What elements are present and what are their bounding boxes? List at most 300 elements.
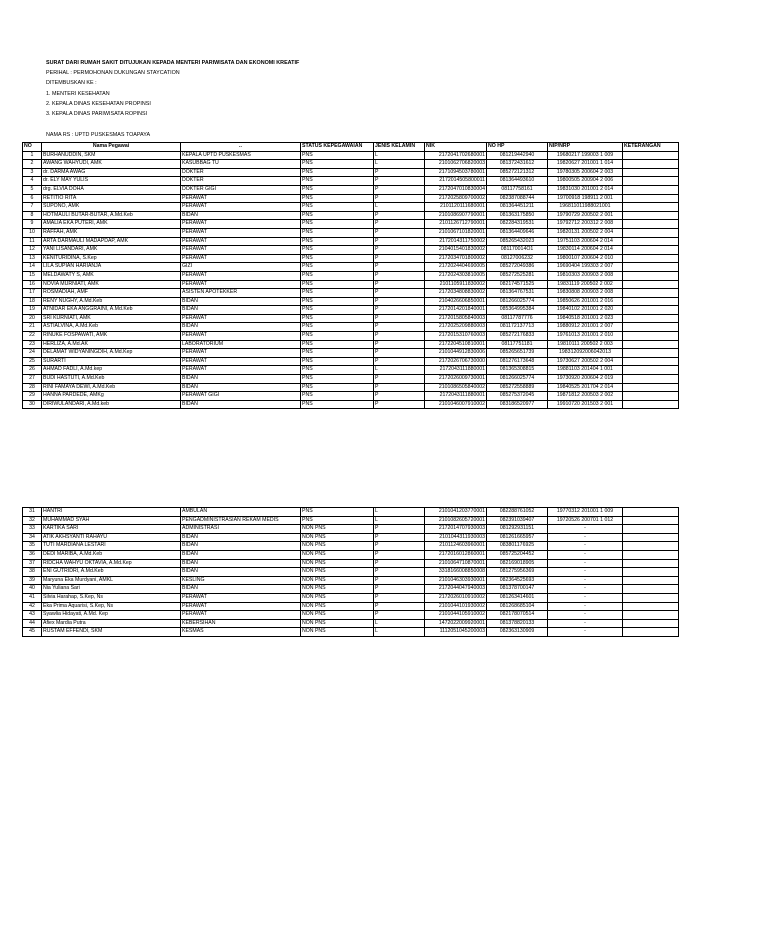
col-ket bbox=[623, 211, 679, 220]
col-no: 2 bbox=[23, 160, 42, 169]
col-ket bbox=[623, 220, 679, 229]
col-nik: 2172034701800002 bbox=[425, 254, 487, 263]
col-jabatan: KESMAS bbox=[181, 628, 301, 637]
col-no: 43 bbox=[23, 611, 42, 620]
col-no: 10 bbox=[23, 228, 42, 237]
table-row bbox=[23, 576, 679, 585]
column-header: NO HP bbox=[487, 143, 548, 152]
col-no: 38 bbox=[23, 568, 42, 577]
col-nama: RETITIO RITA bbox=[42, 194, 181, 203]
col-ket bbox=[623, 237, 679, 246]
col-jk: P bbox=[374, 220, 425, 229]
col-nik: 2172024303810005 bbox=[425, 271, 487, 280]
col-jabatan: BIDAN bbox=[181, 550, 301, 559]
col-nik: 2172015805840003 bbox=[425, 314, 487, 323]
col-jk: L bbox=[374, 203, 425, 212]
col-nip: 19840102 201001 2 020 bbox=[548, 306, 623, 315]
col-no: 29 bbox=[23, 392, 42, 401]
col-nik: 2101041203770001 bbox=[425, 508, 487, 517]
col-nama: DIRIWULANDARI, A.Md.keb bbox=[42, 400, 181, 409]
col-nama: ATIK AKHSYANTI RAHAYU bbox=[42, 533, 181, 542]
col-jabatan: PERAWAT bbox=[181, 254, 301, 263]
col-nip: 19761013 201001 2 010 bbox=[548, 332, 623, 341]
col-jk: P bbox=[374, 602, 425, 611]
column-header: .. bbox=[181, 143, 301, 152]
col-hp: 081372431612 bbox=[487, 160, 548, 169]
col-nip: 19770312 201001 1 009 bbox=[548, 508, 623, 517]
col-status: PNS bbox=[301, 392, 374, 401]
table-row bbox=[23, 542, 679, 551]
col-nik: 2101044101930002 bbox=[425, 602, 487, 611]
col-jabatan: BIDAN bbox=[181, 306, 301, 315]
col-nik: 2172014505800011 bbox=[425, 177, 487, 186]
table-row bbox=[23, 349, 679, 358]
col-status: PNS bbox=[301, 306, 374, 315]
col-ket bbox=[623, 400, 679, 409]
col-ket bbox=[623, 323, 679, 332]
col-nama: YANI LISANDARI, AMK bbox=[42, 246, 181, 255]
col-no: 23 bbox=[23, 340, 42, 349]
col-nip: 19820131 200502 2 004 bbox=[548, 228, 623, 237]
col-ket bbox=[623, 349, 679, 358]
col-jk: P bbox=[374, 280, 425, 289]
col-nama: RENY NUGHY, A.Md.Keb bbox=[42, 297, 181, 306]
col-jabatan: BIDAN bbox=[181, 542, 301, 551]
col-nik: 2101126712790001 bbox=[425, 220, 487, 229]
col-jk: P bbox=[374, 400, 425, 409]
col-ket bbox=[623, 297, 679, 306]
col-nip: - bbox=[548, 525, 623, 534]
table-row bbox=[23, 508, 679, 517]
col-jabatan: PERAWAT bbox=[181, 593, 301, 602]
col-nip: 19730920 200604 2 019 bbox=[548, 375, 623, 384]
col-jk: P bbox=[374, 263, 425, 272]
col-status: PNS bbox=[301, 160, 374, 169]
col-nip: 19910720 201503 2 001 bbox=[548, 400, 623, 409]
col-status: PNS bbox=[301, 289, 374, 298]
col-jk: P bbox=[374, 349, 425, 358]
col-ket bbox=[623, 576, 679, 585]
col-ket bbox=[623, 340, 679, 349]
col-nip: 19880912 201001 2 007 bbox=[548, 323, 623, 332]
column-header: KETERANGAN bbox=[623, 143, 679, 152]
col-nip: 19830808 200903 2 008 bbox=[548, 289, 623, 298]
col-nik: 2101082605720001 bbox=[425, 516, 487, 525]
col-nama: Nia Yuliana Sari bbox=[42, 585, 181, 594]
col-nama: HANNA PARDEDE, AMKg bbox=[42, 392, 181, 401]
table-row bbox=[23, 203, 679, 212]
col-status: NON PNS bbox=[301, 533, 374, 542]
col-no: 36 bbox=[23, 550, 42, 559]
col-hp: 085265432023 bbox=[487, 237, 548, 246]
col-nik: 2101124603960001 bbox=[425, 542, 487, 551]
col-jabatan: PERAWAT bbox=[181, 203, 301, 212]
col-jabatan: PERAWAT bbox=[181, 280, 301, 289]
col-hp: 081363175850 bbox=[487, 211, 548, 220]
col-ket bbox=[623, 263, 679, 272]
col-nip: 19792712 200312 2 008 bbox=[548, 220, 623, 229]
col-nama: NOVIA MURNIATI, AMK bbox=[42, 280, 181, 289]
col-nama: SURARTI bbox=[42, 357, 181, 366]
col-no: 27 bbox=[23, 375, 42, 384]
col-status: NON PNS bbox=[301, 593, 374, 602]
col-ket bbox=[623, 628, 679, 637]
col-hp: 08127006232 bbox=[487, 254, 548, 263]
col-ket bbox=[623, 383, 679, 392]
col-nik: 1472022009920001 bbox=[425, 619, 487, 628]
col-ket bbox=[623, 375, 679, 384]
col-no: 42 bbox=[23, 602, 42, 611]
col-hp: 081364493610 bbox=[487, 177, 548, 186]
col-jk: P bbox=[374, 340, 425, 349]
col-jabatan: KEPALA UPTD PUSKESMAS bbox=[181, 151, 301, 160]
col-status: PNS bbox=[301, 349, 374, 358]
column-header: NIP/NRP bbox=[548, 143, 623, 152]
col-ket bbox=[623, 168, 679, 177]
col-jabatan: BIDAN bbox=[181, 375, 301, 384]
col-ket bbox=[623, 559, 679, 568]
col-nip: 19780305 200604 2 003 bbox=[548, 168, 623, 177]
col-nip: 19871812 200503 2 002 bbox=[548, 392, 623, 401]
table-row bbox=[23, 602, 679, 611]
col-no: 6 bbox=[23, 194, 42, 203]
col-status: PNS bbox=[301, 151, 374, 160]
table-row bbox=[23, 525, 679, 534]
col-status: NON PNS bbox=[301, 585, 374, 594]
col-no: 14 bbox=[23, 263, 42, 272]
col-jabatan: PERAWAT bbox=[181, 220, 301, 229]
col-nip: - bbox=[548, 542, 623, 551]
col-nama: dr. ELY MAY YULIS bbox=[42, 177, 181, 186]
col-hp: 085272121312 bbox=[487, 168, 548, 177]
col-ket bbox=[623, 525, 679, 534]
col-hp: 081219442940 bbox=[487, 151, 548, 160]
col-jk: P bbox=[374, 177, 425, 186]
col-jabatan: BIDAN bbox=[181, 400, 301, 409]
col-nip: 196811011988021001 bbox=[548, 203, 623, 212]
col-hp: 081364409646 bbox=[487, 228, 548, 237]
col-nip: 19810303 200903 2 008 bbox=[548, 271, 623, 280]
table-row bbox=[23, 254, 679, 263]
col-jabatan: KESLING bbox=[181, 576, 301, 585]
col-jk: L bbox=[374, 508, 425, 517]
col-nama: Afiex Mardia Putra bbox=[42, 619, 181, 628]
col-jabatan: PERAWAT bbox=[181, 332, 301, 341]
col-nik: 2172014707930003 bbox=[425, 525, 487, 534]
col-nik: 2172016012860001 bbox=[425, 550, 487, 559]
col-hp: 085272525281 bbox=[487, 271, 548, 280]
col-ket bbox=[623, 185, 679, 194]
table-row bbox=[23, 593, 679, 602]
col-status: PNS bbox=[301, 228, 374, 237]
col-nama: Silvia Harahap, S.Kep, Ns bbox=[42, 593, 181, 602]
table-row bbox=[23, 237, 679, 246]
table-row bbox=[23, 220, 679, 229]
col-no: 26 bbox=[23, 366, 42, 375]
table-row bbox=[23, 314, 679, 323]
col-status: NON PNS bbox=[301, 611, 374, 620]
col-status: PNS bbox=[301, 168, 374, 177]
col-nip: 19840525 201704 2 014 bbox=[548, 383, 623, 392]
col-no: 31 bbox=[23, 508, 42, 517]
col-nama: Syawlia Hidayati, A.Md. Kep bbox=[42, 611, 181, 620]
col-ket bbox=[623, 550, 679, 559]
col-jk: P bbox=[374, 228, 425, 237]
col-nip: - bbox=[548, 619, 623, 628]
col-status: NON PNS bbox=[301, 619, 374, 628]
col-nik: 2172034808830002 bbox=[425, 289, 487, 298]
col-jabatan: PERAWAT bbox=[181, 314, 301, 323]
table-row bbox=[23, 611, 679, 620]
col-hp: 085272049386 bbox=[487, 263, 548, 272]
col-nip: 19840518 201001 2 023 bbox=[548, 314, 623, 323]
col-jabatan: BIDAN bbox=[181, 568, 301, 577]
col-no: 32 bbox=[23, 516, 42, 525]
ditembuskan: DITEMBUSKAN KE : bbox=[46, 80, 97, 87]
col-status: PNS bbox=[301, 254, 374, 263]
col-ket bbox=[623, 194, 679, 203]
col-hp: 085275372045 bbox=[487, 392, 548, 401]
col-hp: 081365308815 bbox=[487, 366, 548, 375]
col-no: 20 bbox=[23, 314, 42, 323]
cc-item: 3. KEPALA DINAS PARIWISATA ROPINSI bbox=[46, 111, 148, 118]
col-nik: 2101086505840002 bbox=[425, 383, 487, 392]
col-jk: P bbox=[374, 383, 425, 392]
col-ket bbox=[623, 151, 679, 160]
col-hp: 081266025774 bbox=[487, 375, 548, 384]
col-jabatan: PENGADMINISTRASIAN REKAM MEDIS bbox=[181, 516, 301, 525]
col-ket bbox=[623, 357, 679, 366]
col-jk: L bbox=[374, 619, 425, 628]
col-status: NON PNS bbox=[301, 568, 374, 577]
col-ket bbox=[623, 160, 679, 169]
col-jk: P bbox=[374, 194, 425, 203]
col-nip: - bbox=[548, 593, 623, 602]
table-row bbox=[23, 185, 679, 194]
col-ket bbox=[623, 228, 679, 237]
col-jk: P bbox=[374, 542, 425, 551]
col-nama: ARTA DARMAULI MADAPDAP, AMK bbox=[42, 237, 181, 246]
col-status: PNS bbox=[301, 516, 374, 525]
col-hp: 081276173648 bbox=[487, 357, 548, 366]
col-status: PNS bbox=[301, 271, 374, 280]
col-nama: RINUKE FOSPAWATI, AMK bbox=[42, 332, 181, 341]
col-nip: - bbox=[548, 585, 623, 594]
col-jk: P bbox=[374, 323, 425, 332]
col-status: PNS bbox=[301, 375, 374, 384]
col-no: 40 bbox=[23, 585, 42, 594]
col-status: PNS bbox=[301, 508, 374, 517]
table-header-row bbox=[23, 143, 679, 152]
col-status: PNS bbox=[301, 246, 374, 255]
col-nama: Eka Prima Aquarisi, S.Kep, Ns bbox=[42, 602, 181, 611]
col-jabatan: GIZI bbox=[181, 263, 301, 272]
col-nama: SRI KURNIATI, AMK bbox=[42, 314, 181, 323]
col-status: NON PNS bbox=[301, 628, 374, 637]
column-header: NO bbox=[23, 143, 42, 152]
col-status: PNS bbox=[301, 314, 374, 323]
col-ket bbox=[623, 254, 679, 263]
col-nama: DELAMAT WIDYANINGDIH, A.Md.Kep bbox=[42, 349, 181, 358]
table-row bbox=[23, 332, 679, 341]
col-no: 7 bbox=[23, 203, 42, 212]
column-header: JENIS KELAMIN bbox=[374, 143, 425, 152]
col-ket bbox=[623, 611, 679, 620]
col-nik: 2171094503780001 bbox=[425, 168, 487, 177]
col-jk: L bbox=[374, 160, 425, 169]
col-jk: P bbox=[374, 211, 425, 220]
col-nik: 2104015401830002 bbox=[425, 246, 487, 255]
col-hp: 081261665957 bbox=[487, 533, 548, 542]
col-nama: AWANG WAHYUDI, AMK bbox=[42, 160, 181, 169]
table-row bbox=[23, 628, 679, 637]
col-no: 8 bbox=[23, 211, 42, 220]
col-nama: KENITURIDINA, S.Kep bbox=[42, 254, 181, 263]
col-ket bbox=[623, 289, 679, 298]
col-nama: ATNIDAR EKA ANGGRAINI, A.Md.Keb bbox=[42, 306, 181, 315]
col-hp: 082178070514 bbox=[487, 611, 548, 620]
table-row bbox=[23, 400, 679, 409]
col-no: 13 bbox=[23, 254, 42, 263]
column-header: NIK bbox=[425, 143, 487, 152]
col-nik: 2101046007910002 bbox=[425, 400, 487, 409]
col-ket bbox=[623, 392, 679, 401]
col-jk: L bbox=[374, 628, 425, 637]
col-jk: P bbox=[374, 593, 425, 602]
col-jabatan: PERAWAT bbox=[181, 349, 301, 358]
col-nip: - bbox=[548, 611, 623, 620]
col-nip: 19790729 200502 2 001 bbox=[548, 211, 623, 220]
table-row bbox=[23, 280, 679, 289]
col-ket bbox=[623, 203, 679, 212]
col-nik: 2172026706730000 bbox=[425, 357, 487, 366]
table-row bbox=[23, 306, 679, 315]
col-status: PNS bbox=[301, 383, 374, 392]
col-nik: 2172014311750002 bbox=[425, 237, 487, 246]
col-ket bbox=[623, 314, 679, 323]
col-no: 17 bbox=[23, 289, 42, 298]
col-status: PNS bbox=[301, 263, 374, 272]
col-no: 35 bbox=[23, 542, 42, 551]
col-jk: P bbox=[374, 525, 425, 534]
col-no: 34 bbox=[23, 533, 42, 542]
col-hp: 08117787776 bbox=[487, 314, 548, 323]
col-status: PNS bbox=[301, 211, 374, 220]
col-jk: P bbox=[374, 533, 425, 542]
table-row bbox=[23, 263, 679, 272]
col-ket bbox=[623, 542, 679, 551]
table-row bbox=[23, 392, 679, 401]
col-hp: 081378700147 bbox=[487, 585, 548, 594]
col-jk: P bbox=[374, 357, 425, 366]
table-row bbox=[23, 289, 679, 298]
col-nik: 2101067101820001 bbox=[425, 228, 487, 237]
col-jabatan: DOKTER bbox=[181, 168, 301, 177]
col-nama: AMALIA EKA PUTERI, AMK bbox=[42, 220, 181, 229]
col-nik: 2172015310760003 bbox=[425, 332, 487, 341]
table-row bbox=[23, 194, 679, 203]
col-nip: 19800505 200904 2 006 bbox=[548, 177, 623, 186]
col-nik: 2101046303930001 bbox=[425, 576, 487, 585]
col-hp: 082391039407 bbox=[487, 516, 548, 525]
col-nama: MELDAWATY S, AMK bbox=[42, 271, 181, 280]
col-no: 1 bbox=[23, 151, 42, 160]
col-nik: 2101044105910002 bbox=[425, 611, 487, 620]
col-hp: 081364451211 bbox=[487, 203, 548, 212]
col-nama: RAFFAH, AMK bbox=[42, 228, 181, 237]
col-ket bbox=[623, 306, 679, 315]
col-nama: BURHANUDDIN, SKM bbox=[42, 151, 181, 160]
cc-item: 2. KEPALA DINAS KESEHATAN PROPINSI bbox=[46, 100, 151, 107]
col-nama: RUSTAM EFFENDI, SKM bbox=[42, 628, 181, 637]
col-hp: 085725204452 bbox=[487, 550, 548, 559]
col-nama: HOTMAULI BUTAR-BUTAR, A.Md.Keb bbox=[42, 211, 181, 220]
table-row bbox=[23, 559, 679, 568]
col-status: NON PNS bbox=[301, 559, 374, 568]
col-ket bbox=[623, 568, 679, 577]
col-jk: P bbox=[374, 237, 425, 246]
col-no: 39 bbox=[23, 576, 42, 585]
table-row bbox=[23, 271, 679, 280]
col-nik: 2172014201840001 bbox=[425, 306, 487, 315]
col-nip: - bbox=[548, 576, 623, 585]
col-ket bbox=[623, 602, 679, 611]
col-jk: P bbox=[374, 246, 425, 255]
col-jabatan: ASISTEN APOTEKKER bbox=[181, 289, 301, 298]
col-ket bbox=[623, 280, 679, 289]
col-jk: P bbox=[374, 375, 425, 384]
col-jk: P bbox=[374, 611, 425, 620]
col-nama: HANTRI bbox=[42, 508, 181, 517]
col-nip: 19690404 199303 2 007 bbox=[548, 263, 623, 272]
col-status: PNS bbox=[301, 357, 374, 366]
col-nik: 2101062706820003 bbox=[425, 160, 487, 169]
col-ket bbox=[623, 593, 679, 602]
col-nama: drg. ELVIA DOHA bbox=[42, 185, 181, 194]
col-status: PNS bbox=[301, 366, 374, 375]
col-jabatan: PERAWAT bbox=[181, 357, 301, 366]
col-jabatan: BIDAN bbox=[181, 323, 301, 332]
letter-header bbox=[46, 58, 299, 140]
col-no: 5 bbox=[23, 185, 42, 194]
col-nik: 2172026009730001 bbox=[425, 375, 487, 384]
col-jabatan: KASUBBAG TU bbox=[181, 160, 301, 169]
col-hp: 08117758161 bbox=[487, 185, 548, 194]
col-status: NON PNS bbox=[301, 550, 374, 559]
col-hp: 081268685104 bbox=[487, 602, 548, 611]
table-row bbox=[23, 516, 679, 525]
col-nip: 19680217 199003 1 009 bbox=[548, 151, 623, 160]
col-no: 45 bbox=[23, 628, 42, 637]
col-nip: 19730627 200502 2 004 bbox=[548, 357, 623, 366]
col-nip: 19850626 201001 2 016 bbox=[548, 297, 623, 306]
column-header: Nama Pegawai bbox=[42, 143, 181, 152]
col-status: NON PNS bbox=[301, 576, 374, 585]
col-nip: 19881103 201404 1 001 bbox=[548, 366, 623, 375]
col-jabatan: BIDAN bbox=[181, 585, 301, 594]
col-status: NON PNS bbox=[301, 525, 374, 534]
col-ket bbox=[623, 533, 679, 542]
col-status: PNS bbox=[301, 185, 374, 194]
col-nik: 2172024404690005 bbox=[425, 263, 487, 272]
col-no: 44 bbox=[23, 619, 42, 628]
col-no: 24 bbox=[23, 349, 42, 358]
col-nip: - bbox=[548, 568, 623, 577]
col-hp: 081364767531 bbox=[487, 289, 548, 298]
perihal: PERIHAL : PERMOHONAN DUKUNGAN STAYCATION bbox=[46, 70, 180, 77]
col-nama: Maryuna Eka Murdyani, AMKL bbox=[42, 576, 181, 585]
letter-title: SURAT DARI RUMAH SAKIT DITUJUKAN KEPADA MENTERI PARIWISATA DAN EKONOMI KREATIF bbox=[46, 60, 300, 66]
